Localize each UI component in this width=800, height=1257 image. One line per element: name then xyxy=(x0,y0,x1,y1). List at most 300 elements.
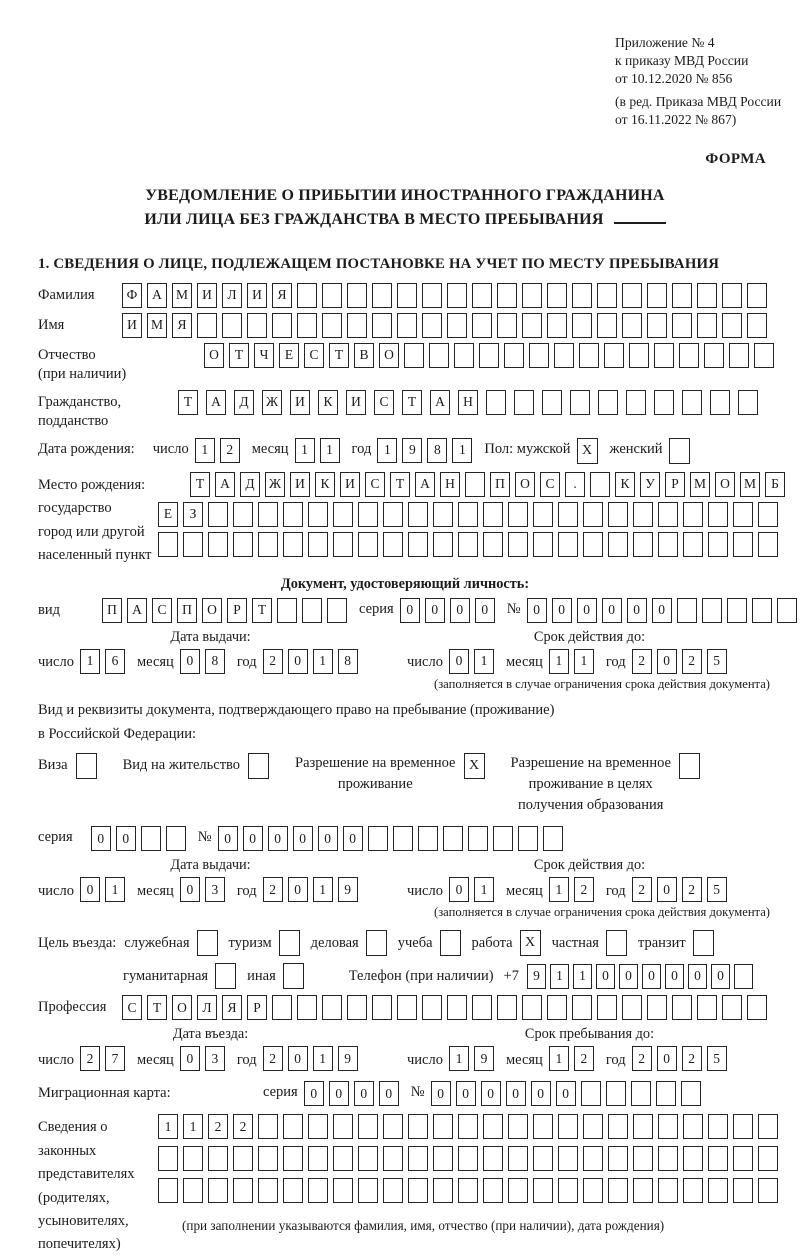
char-cell[interactable]: 1 xyxy=(573,964,592,989)
char-cell[interactable]: 0 xyxy=(596,964,615,989)
char-cell[interactable] xyxy=(722,313,742,338)
char-cell[interactable] xyxy=(747,283,767,308)
char-cell[interactable] xyxy=(208,532,228,557)
char-cell[interactable] xyxy=(734,964,753,989)
char-cell[interactable]: 1 xyxy=(549,1046,569,1071)
form-number-blank[interactable] xyxy=(614,210,666,224)
char-cell[interactable]: 0 xyxy=(642,964,661,989)
char-cell[interactable]: Б xyxy=(765,472,785,497)
char-cell[interactable]: Т xyxy=(402,390,422,415)
char-cell[interactable] xyxy=(393,826,413,851)
char-cell[interactable] xyxy=(233,1178,253,1203)
char-cell[interactable]: 0 xyxy=(657,1046,677,1071)
char-cell[interactable]: Ж xyxy=(262,390,282,415)
char-cell[interactable]: Я xyxy=(172,313,192,338)
char-cell[interactable]: Ф xyxy=(122,283,142,308)
char-cell[interactable]: Т xyxy=(147,995,167,1020)
char-cell[interactable]: Т xyxy=(229,343,249,368)
char-cell[interactable]: И xyxy=(122,313,142,338)
char-cell[interactable] xyxy=(258,532,278,557)
char-cell[interactable]: 1 xyxy=(195,438,215,463)
char-cell[interactable]: К xyxy=(315,472,335,497)
char-cell[interactable] xyxy=(522,283,542,308)
char-cell[interactable] xyxy=(472,283,492,308)
char-cell[interactable] xyxy=(183,532,203,557)
char-cell[interactable] xyxy=(383,1178,403,1203)
char-cell[interactable] xyxy=(166,826,186,851)
temp-residence-edu-checkbox[interactable] xyxy=(679,753,700,779)
char-cell[interactable] xyxy=(468,826,488,851)
char-cell[interactable] xyxy=(656,1081,676,1106)
char-cell[interactable]: 2 xyxy=(682,649,702,674)
char-cell[interactable] xyxy=(738,390,758,415)
char-cell[interactable] xyxy=(697,283,717,308)
char-cell[interactable]: 8 xyxy=(338,649,358,674)
char-cell[interactable] xyxy=(733,1178,753,1203)
char-cell[interactable]: П xyxy=(177,598,197,623)
char-cell[interactable] xyxy=(422,313,442,338)
char-cell[interactable]: 0 xyxy=(379,1081,399,1106)
char-cell[interactable] xyxy=(222,313,242,338)
char-cell[interactable] xyxy=(433,1114,453,1139)
char-cell[interactable] xyxy=(579,343,599,368)
char-cell[interactable]: 0 xyxy=(475,598,495,623)
char-cell[interactable] xyxy=(208,502,228,527)
char-cell[interactable]: З xyxy=(183,502,203,527)
char-cell[interactable] xyxy=(433,502,453,527)
char-cell[interactable] xyxy=(754,343,774,368)
char-cell[interactable]: 8 xyxy=(427,438,447,463)
char-cell[interactable]: 0 xyxy=(449,877,469,902)
char-cell[interactable] xyxy=(752,598,772,623)
char-cell[interactable] xyxy=(733,532,753,557)
char-cell[interactable] xyxy=(458,1114,478,1139)
char-cell[interactable] xyxy=(508,1114,528,1139)
char-cell[interactable] xyxy=(483,1178,503,1203)
char-cell[interactable] xyxy=(158,532,178,557)
char-cell[interactable]: 0 xyxy=(243,826,263,851)
char-cell[interactable]: 5 xyxy=(707,1046,727,1071)
char-cell[interactable]: А xyxy=(206,390,226,415)
char-cell[interactable] xyxy=(283,532,303,557)
char-cell[interactable]: Р xyxy=(247,995,267,1020)
char-cell[interactable]: О xyxy=(204,343,224,368)
char-cell[interactable] xyxy=(622,283,642,308)
char-cell[interactable]: 1 xyxy=(549,649,569,674)
char-cell[interactable] xyxy=(658,532,678,557)
char-cell[interactable] xyxy=(429,343,449,368)
char-cell[interactable] xyxy=(702,598,722,623)
char-cell[interactable] xyxy=(347,283,367,308)
char-cell[interactable] xyxy=(308,1114,328,1139)
char-cell[interactable] xyxy=(208,1146,228,1171)
char-cell[interactable]: 0 xyxy=(688,964,707,989)
char-cell[interactable]: 1 xyxy=(320,438,340,463)
char-cell[interactable]: 9 xyxy=(474,1046,494,1071)
char-cell[interactable]: 0 xyxy=(449,649,469,674)
char-cell[interactable] xyxy=(458,1146,478,1171)
char-cell[interactable] xyxy=(658,1114,678,1139)
char-cell[interactable] xyxy=(547,995,567,1020)
char-cell[interactable] xyxy=(327,598,347,623)
char-cell[interactable]: 9 xyxy=(402,438,422,463)
char-cell[interactable] xyxy=(704,343,724,368)
char-cell[interactable]: 2 xyxy=(574,877,594,902)
char-cell[interactable]: 0 xyxy=(552,598,572,623)
char-cell[interactable] xyxy=(422,283,442,308)
char-cell[interactable] xyxy=(529,343,549,368)
char-cell[interactable] xyxy=(272,313,292,338)
char-cell[interactable] xyxy=(777,598,797,623)
char-cell[interactable]: 9 xyxy=(338,877,358,902)
char-cell[interactable]: 0 xyxy=(80,877,100,902)
char-cell[interactable]: С xyxy=(304,343,324,368)
char-cell[interactable]: 0 xyxy=(329,1081,349,1106)
char-cell[interactable] xyxy=(608,532,628,557)
char-cell[interactable] xyxy=(483,1114,503,1139)
char-cell[interactable] xyxy=(572,995,592,1020)
char-cell[interactable]: 1 xyxy=(313,877,333,902)
char-cell[interactable] xyxy=(479,343,499,368)
char-cell[interactable] xyxy=(368,826,388,851)
char-cell[interactable]: Л xyxy=(222,283,242,308)
char-cell[interactable]: 0 xyxy=(506,1081,526,1106)
char-cell[interactable] xyxy=(681,1081,701,1106)
char-cell[interactable] xyxy=(583,1146,603,1171)
char-cell[interactable] xyxy=(372,283,392,308)
char-cell[interactable]: 2 xyxy=(682,1046,702,1071)
char-cell[interactable] xyxy=(547,283,567,308)
char-cell[interactable] xyxy=(383,502,403,527)
char-cell[interactable] xyxy=(697,995,717,1020)
char-cell[interactable] xyxy=(583,1178,603,1203)
char-cell[interactable]: К xyxy=(318,390,338,415)
char-cell[interactable] xyxy=(727,598,747,623)
char-cell[interactable] xyxy=(658,1146,678,1171)
char-cell[interactable] xyxy=(183,1178,203,1203)
char-cell[interactable] xyxy=(608,502,628,527)
char-cell[interactable]: 0 xyxy=(619,964,638,989)
purpose-checkbox[interactable] xyxy=(440,930,461,956)
char-cell[interactable]: 6 xyxy=(105,649,125,674)
char-cell[interactable]: О xyxy=(202,598,222,623)
char-cell[interactable] xyxy=(358,1178,378,1203)
char-cell[interactable] xyxy=(679,343,699,368)
char-cell[interactable]: 0 xyxy=(343,826,363,851)
char-cell[interactable] xyxy=(383,1114,403,1139)
char-cell[interactable]: 0 xyxy=(481,1081,501,1106)
char-cell[interactable]: 2 xyxy=(233,1114,253,1139)
char-cell[interactable] xyxy=(543,826,563,851)
char-cell[interactable] xyxy=(258,1178,278,1203)
char-cell[interactable]: 0 xyxy=(180,1046,200,1071)
char-cell[interactable] xyxy=(708,1146,728,1171)
purpose-checkbox[interactable] xyxy=(693,930,714,956)
residence-permit-checkbox[interactable] xyxy=(248,753,269,779)
char-cell[interactable] xyxy=(604,343,624,368)
char-cell[interactable] xyxy=(597,283,617,308)
char-cell[interactable] xyxy=(708,1178,728,1203)
char-cell[interactable] xyxy=(283,1146,303,1171)
char-cell[interactable] xyxy=(277,598,297,623)
char-cell[interactable] xyxy=(308,502,328,527)
char-cell[interactable] xyxy=(447,283,467,308)
char-cell[interactable]: 0 xyxy=(180,877,200,902)
char-cell[interactable]: 0 xyxy=(657,649,677,674)
char-cell[interactable] xyxy=(683,1178,703,1203)
char-cell[interactable]: 0 xyxy=(431,1081,451,1106)
char-cell[interactable]: 1 xyxy=(158,1114,178,1139)
char-cell[interactable]: 0 xyxy=(425,598,445,623)
char-cell[interactable] xyxy=(322,995,342,1020)
char-cell[interactable] xyxy=(558,1178,578,1203)
char-cell[interactable]: 1 xyxy=(452,438,472,463)
char-cell[interactable]: Е xyxy=(158,502,178,527)
char-cell[interactable]: 0 xyxy=(657,877,677,902)
char-cell[interactable] xyxy=(758,1114,778,1139)
char-cell[interactable] xyxy=(418,826,438,851)
char-cell[interactable]: Д xyxy=(240,472,260,497)
char-cell[interactable]: 5 xyxy=(707,649,727,674)
char-cell[interactable]: М xyxy=(147,313,167,338)
char-cell[interactable] xyxy=(608,1146,628,1171)
char-cell[interactable] xyxy=(272,995,292,1020)
char-cell[interactable]: 0 xyxy=(711,964,730,989)
temp-residence-checkbox[interactable]: X xyxy=(464,753,485,779)
sex-male-checkbox[interactable]: X xyxy=(577,438,598,464)
char-cell[interactable] xyxy=(622,313,642,338)
char-cell[interactable] xyxy=(141,826,161,851)
char-cell[interactable] xyxy=(472,313,492,338)
char-cell[interactable]: С xyxy=(365,472,385,497)
char-cell[interactable] xyxy=(554,343,574,368)
char-cell[interactable]: А xyxy=(127,598,147,623)
char-cell[interactable] xyxy=(747,313,767,338)
char-cell[interactable] xyxy=(158,1146,178,1171)
char-cell[interactable] xyxy=(683,1114,703,1139)
char-cell[interactable]: 0 xyxy=(531,1081,551,1106)
char-cell[interactable] xyxy=(258,502,278,527)
char-cell[interactable] xyxy=(302,598,322,623)
char-cell[interactable]: 0 xyxy=(556,1081,576,1106)
char-cell[interactable] xyxy=(408,1146,428,1171)
char-cell[interactable]: 3 xyxy=(205,877,225,902)
char-cell[interactable] xyxy=(397,283,417,308)
char-cell[interactable] xyxy=(581,1081,601,1106)
char-cell[interactable]: 8 xyxy=(205,649,225,674)
char-cell[interactable]: С xyxy=(374,390,394,415)
char-cell[interactable] xyxy=(598,390,618,415)
char-cell[interactable]: 2 xyxy=(263,1046,283,1071)
char-cell[interactable] xyxy=(383,1146,403,1171)
char-cell[interactable] xyxy=(683,502,703,527)
char-cell[interactable] xyxy=(672,283,692,308)
char-cell[interactable]: Н xyxy=(458,390,478,415)
char-cell[interactable] xyxy=(558,1146,578,1171)
char-cell[interactable] xyxy=(372,995,392,1020)
char-cell[interactable] xyxy=(558,502,578,527)
char-cell[interactable] xyxy=(333,1114,353,1139)
char-cell[interactable] xyxy=(454,343,474,368)
char-cell[interactable]: 0 xyxy=(91,826,111,851)
char-cell[interactable]: 1 xyxy=(574,649,594,674)
char-cell[interactable] xyxy=(647,313,667,338)
char-cell[interactable] xyxy=(383,532,403,557)
char-cell[interactable] xyxy=(633,502,653,527)
char-cell[interactable]: 3 xyxy=(205,1046,225,1071)
char-cell[interactable] xyxy=(633,1146,653,1171)
char-cell[interactable] xyxy=(208,1178,228,1203)
char-cell[interactable]: 1 xyxy=(474,649,494,674)
char-cell[interactable] xyxy=(658,502,678,527)
char-cell[interactable] xyxy=(283,502,303,527)
char-cell[interactable] xyxy=(758,1178,778,1203)
char-cell[interactable]: С xyxy=(540,472,560,497)
char-cell[interactable] xyxy=(258,1146,278,1171)
char-cell[interactable] xyxy=(733,502,753,527)
char-cell[interactable]: О xyxy=(715,472,735,497)
char-cell[interactable] xyxy=(322,283,342,308)
char-cell[interactable] xyxy=(729,343,749,368)
char-cell[interactable]: И xyxy=(340,472,360,497)
char-cell[interactable]: . xyxy=(565,472,585,497)
char-cell[interactable] xyxy=(197,313,217,338)
char-cell[interactable] xyxy=(333,1178,353,1203)
char-cell[interactable] xyxy=(422,995,442,1020)
char-cell[interactable] xyxy=(518,826,538,851)
char-cell[interactable]: Л xyxy=(197,995,217,1020)
char-cell[interactable]: Я xyxy=(222,995,242,1020)
char-cell[interactable]: 2 xyxy=(263,877,283,902)
char-cell[interactable] xyxy=(647,283,667,308)
char-cell[interactable]: 0 xyxy=(218,826,238,851)
char-cell[interactable]: 0 xyxy=(288,649,308,674)
char-cell[interactable]: 7 xyxy=(105,1046,125,1071)
char-cell[interactable] xyxy=(747,995,767,1020)
char-cell[interactable]: Т xyxy=(252,598,272,623)
char-cell[interactable] xyxy=(322,313,342,338)
char-cell[interactable] xyxy=(283,1114,303,1139)
char-cell[interactable]: И xyxy=(290,390,310,415)
char-cell[interactable] xyxy=(404,343,424,368)
char-cell[interactable]: Р xyxy=(665,472,685,497)
char-cell[interactable]: 2 xyxy=(632,649,652,674)
char-cell[interactable] xyxy=(372,313,392,338)
char-cell[interactable] xyxy=(486,390,506,415)
char-cell[interactable] xyxy=(758,502,778,527)
char-cell[interactable] xyxy=(710,390,730,415)
char-cell[interactable] xyxy=(472,995,492,1020)
char-cell[interactable]: 1 xyxy=(474,877,494,902)
char-cell[interactable]: 2 xyxy=(263,649,283,674)
sex-female-checkbox[interactable] xyxy=(669,438,690,464)
char-cell[interactable]: Н xyxy=(440,472,460,497)
char-cell[interactable] xyxy=(233,502,253,527)
char-cell[interactable]: 0 xyxy=(268,826,288,851)
char-cell[interactable] xyxy=(677,598,697,623)
char-cell[interactable]: 2 xyxy=(208,1114,228,1139)
char-cell[interactable] xyxy=(590,472,610,497)
char-cell[interactable] xyxy=(158,1178,178,1203)
char-cell[interactable]: Т xyxy=(329,343,349,368)
char-cell[interactable]: Р xyxy=(227,598,247,623)
char-cell[interactable]: 0 xyxy=(354,1081,374,1106)
char-cell[interactable] xyxy=(708,1114,728,1139)
char-cell[interactable] xyxy=(626,390,646,415)
char-cell[interactable]: 9 xyxy=(338,1046,358,1071)
char-cell[interactable] xyxy=(558,1114,578,1139)
char-cell[interactable] xyxy=(758,1146,778,1171)
char-cell[interactable]: 2 xyxy=(632,877,652,902)
char-cell[interactable]: 2 xyxy=(682,877,702,902)
char-cell[interactable]: М xyxy=(690,472,710,497)
char-cell[interactable]: 0 xyxy=(527,598,547,623)
char-cell[interactable] xyxy=(572,283,592,308)
char-cell[interactable] xyxy=(297,313,317,338)
char-cell[interactable]: Ж xyxy=(265,472,285,497)
char-cell[interactable]: И xyxy=(197,283,217,308)
char-cell[interactable] xyxy=(697,313,717,338)
char-cell[interactable] xyxy=(672,313,692,338)
char-cell[interactable] xyxy=(233,1146,253,1171)
char-cell[interactable]: Я xyxy=(272,283,292,308)
purpose-checkbox[interactable] xyxy=(279,930,300,956)
char-cell[interactable]: 5 xyxy=(707,877,727,902)
char-cell[interactable] xyxy=(497,283,517,308)
char-cell[interactable]: К xyxy=(615,472,635,497)
char-cell[interactable] xyxy=(493,826,513,851)
char-cell[interactable]: И xyxy=(346,390,366,415)
char-cell[interactable] xyxy=(654,343,674,368)
char-cell[interactable]: М xyxy=(740,472,760,497)
char-cell[interactable]: 0 xyxy=(293,826,313,851)
char-cell[interactable]: А xyxy=(430,390,450,415)
char-cell[interactable] xyxy=(458,502,478,527)
char-cell[interactable] xyxy=(633,1178,653,1203)
purpose-checkbox[interactable] xyxy=(606,930,627,956)
char-cell[interactable]: 0 xyxy=(456,1081,476,1106)
char-cell[interactable] xyxy=(483,532,503,557)
char-cell[interactable] xyxy=(733,1114,753,1139)
char-cell[interactable] xyxy=(508,1146,528,1171)
char-cell[interactable]: 9 xyxy=(527,964,546,989)
char-cell[interactable] xyxy=(708,502,728,527)
char-cell[interactable]: Т xyxy=(190,472,210,497)
char-cell[interactable] xyxy=(508,1178,528,1203)
char-cell[interactable] xyxy=(333,1146,353,1171)
char-cell[interactable] xyxy=(333,502,353,527)
char-cell[interactable] xyxy=(408,1114,428,1139)
char-cell[interactable]: М xyxy=(172,283,192,308)
char-cell[interactable] xyxy=(433,1146,453,1171)
char-cell[interactable]: О xyxy=(515,472,535,497)
char-cell[interactable] xyxy=(570,390,590,415)
char-cell[interactable] xyxy=(558,532,578,557)
char-cell[interactable]: 1 xyxy=(449,1046,469,1071)
char-cell[interactable] xyxy=(433,1178,453,1203)
char-cell[interactable] xyxy=(497,313,517,338)
char-cell[interactable] xyxy=(522,313,542,338)
char-cell[interactable] xyxy=(514,390,534,415)
char-cell[interactable] xyxy=(447,313,467,338)
char-cell[interactable]: Е xyxy=(279,343,299,368)
char-cell[interactable]: А xyxy=(415,472,435,497)
char-cell[interactable] xyxy=(443,826,463,851)
char-cell[interactable] xyxy=(542,390,562,415)
char-cell[interactable] xyxy=(347,313,367,338)
char-cell[interactable]: 1 xyxy=(80,649,100,674)
char-cell[interactable]: С xyxy=(122,995,142,1020)
